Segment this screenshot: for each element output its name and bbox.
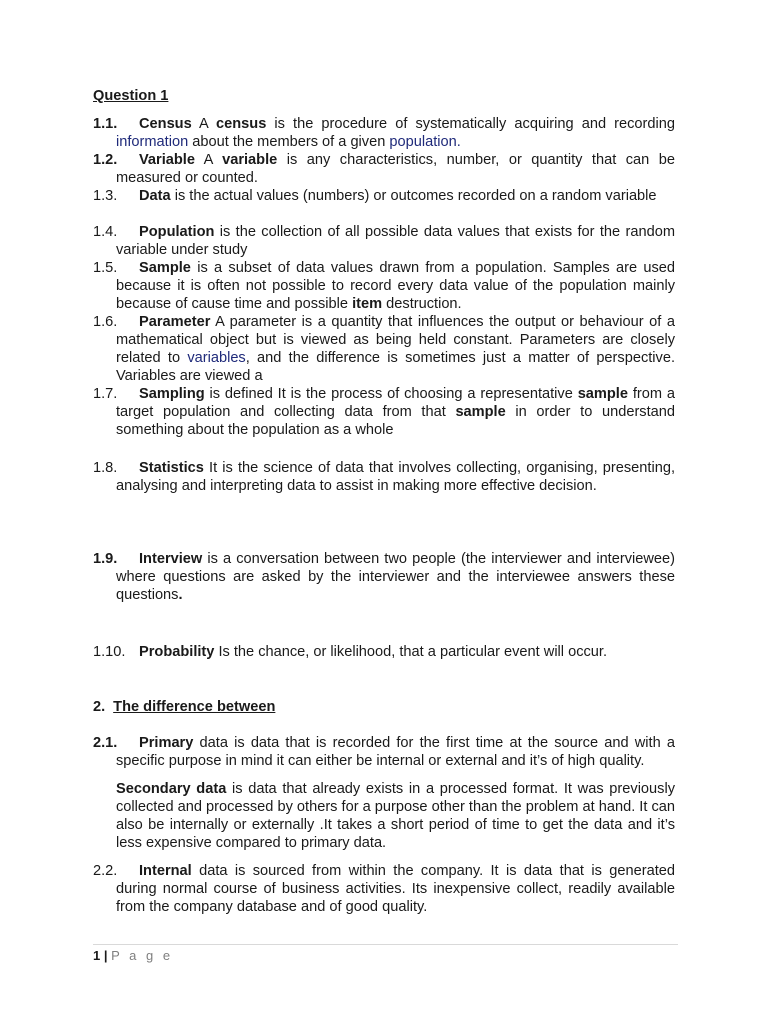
item-term: Variable (139, 152, 195, 168)
footer-separator: | (103, 948, 108, 963)
item-term: Primary (139, 735, 194, 751)
item-number: 2.1. (93, 735, 118, 751)
information-link[interactable]: information (116, 134, 189, 150)
item-term: Probability (139, 644, 215, 660)
question-heading: Question 1 (93, 88, 169, 104)
item-term: Population (139, 224, 215, 240)
item-text: A (191, 116, 217, 132)
item-text: It is the science of data that involves collecting, organising, presenting, analysing and interpreting data to assist in making more effective decision. (116, 460, 675, 494)
item-body (116, 313, 675, 385)
item-number: 1.1. (93, 116, 118, 132)
footer-divider (93, 944, 678, 945)
item-number: 1.2. (93, 152, 118, 168)
item-term: Data (139, 188, 171, 204)
item-term: item (352, 296, 383, 312)
item-number: 1.4. (93, 224, 118, 240)
item-number: 2.2. (93, 863, 118, 879)
definition-item-1-4 (93, 223, 675, 259)
item-text: is defined It is the process of choosing a representative (204, 386, 578, 402)
item-term: Statistics (139, 460, 204, 476)
item-term: Sampling (139, 386, 205, 402)
item-text: data is sourced from within the company. It is data that is generated during normal course of business activities. Its inexpensive collect, readily available from the company database and of good quality. (116, 863, 675, 915)
variables-link[interactable]: variables (187, 350, 246, 366)
page-label: P a g e (111, 948, 174, 963)
item-text: is data that already exists in a processed format. It was previously collected and processed by others for a purpose other than the problem at hand. It can also be internally or externally .It takes a short period of time to get the data and it’s less expensive compared to primary data. (116, 781, 676, 851)
item-body (116, 115, 675, 151)
definition-item-1-1 (93, 115, 675, 151)
item-term: sample (455, 404, 506, 420)
item-body (116, 151, 675, 187)
item-text: is the collection of all possible data values that exists for the random variable under study (116, 224, 675, 258)
item-term: Census (139, 116, 192, 132)
item-number: 1.7. (93, 386, 118, 402)
definition-item-1-8 (93, 459, 675, 495)
item-body (116, 734, 675, 770)
population-link[interactable]: population. (389, 134, 461, 150)
item-term: sample (577, 386, 628, 402)
item-body (116, 259, 675, 313)
definition-item-1-9 (93, 550, 675, 604)
section-title: The difference between (113, 699, 276, 715)
item-text: is any characteristics, number, or quantity that can be measured or counted. (116, 152, 675, 186)
definition-item-1-3 (93, 187, 675, 205)
item-term: Internal (139, 863, 192, 879)
definition-item-1-6 (93, 313, 675, 385)
page-footer (93, 947, 173, 965)
item-number: 1.10. (93, 644, 126, 660)
definition-item-1-10 (93, 643, 675, 661)
item-body (116, 459, 675, 495)
page-number: 1 (93, 948, 101, 963)
item-text: about the members of a given (188, 134, 390, 150)
item-text: , and the difference is sometimes just a matter of perspective. Variables are viewed a (116, 350, 675, 384)
definition-item-1-7 (93, 385, 675, 439)
item-body (116, 187, 675, 205)
section-2-heading (93, 698, 275, 716)
item-text: destruction. (382, 296, 462, 312)
item-term: census (216, 116, 267, 132)
item-body (116, 643, 675, 661)
item-text: Is the chance, or likelihood, that a particular event will occur. (214, 644, 608, 660)
item-term: Secondary data (116, 781, 227, 797)
item-term: Interview (139, 551, 203, 567)
definition-item-1-5 (93, 259, 675, 313)
item-text: from a target population and collecting data from that (116, 386, 675, 420)
item-text: . (178, 587, 183, 603)
secondary-data-paragraph (116, 780, 675, 852)
item-text: in order to understand something about the population as a whole (116, 404, 676, 438)
definition-item-1-2 (93, 151, 675, 187)
item-number: 1.9. (93, 551, 118, 567)
item-text: data is data that is recorded for the first time at the source and with a specific purpose in mind it can either be internal or external and it’s of high quality. (116, 735, 675, 769)
item-term: Parameter (139, 314, 211, 330)
item-body (116, 385, 675, 439)
item-text: is the procedure of systematically acquiring and recording (266, 116, 676, 132)
item-body (116, 550, 675, 604)
item-number: 1.3. (93, 188, 118, 204)
item-text: is a subset of data values drawn from a population. Samples are used because it is often not possible to record every data value of the population mainly because of cause time and possible (116, 260, 675, 312)
difference-item-2-2 (93, 862, 675, 916)
item-body (116, 223, 675, 259)
item-text: A parameter is a quantity that influences the output or behaviour of a mathematical object but is viewed as being held constant. Parameters are closely related to (116, 314, 675, 366)
item-number: 1.5. (93, 260, 118, 276)
section-number: 2. (93, 699, 106, 715)
item-text: is a conversation between two people (the interviewer and interviewee) where questions are asked by the interviewer and the interviewee answers these questions (116, 551, 675, 603)
item-number: 1.8. (93, 460, 118, 476)
item-text: is the actual values (numbers) or outcomes recorded on a random variable (170, 188, 657, 204)
item-text: A (194, 152, 223, 168)
item-body (116, 862, 675, 916)
difference-item-2-1 (93, 734, 675, 770)
item-number: 1.6. (93, 314, 118, 330)
item-term: Sample (139, 260, 191, 276)
item-term: variable (222, 152, 278, 168)
